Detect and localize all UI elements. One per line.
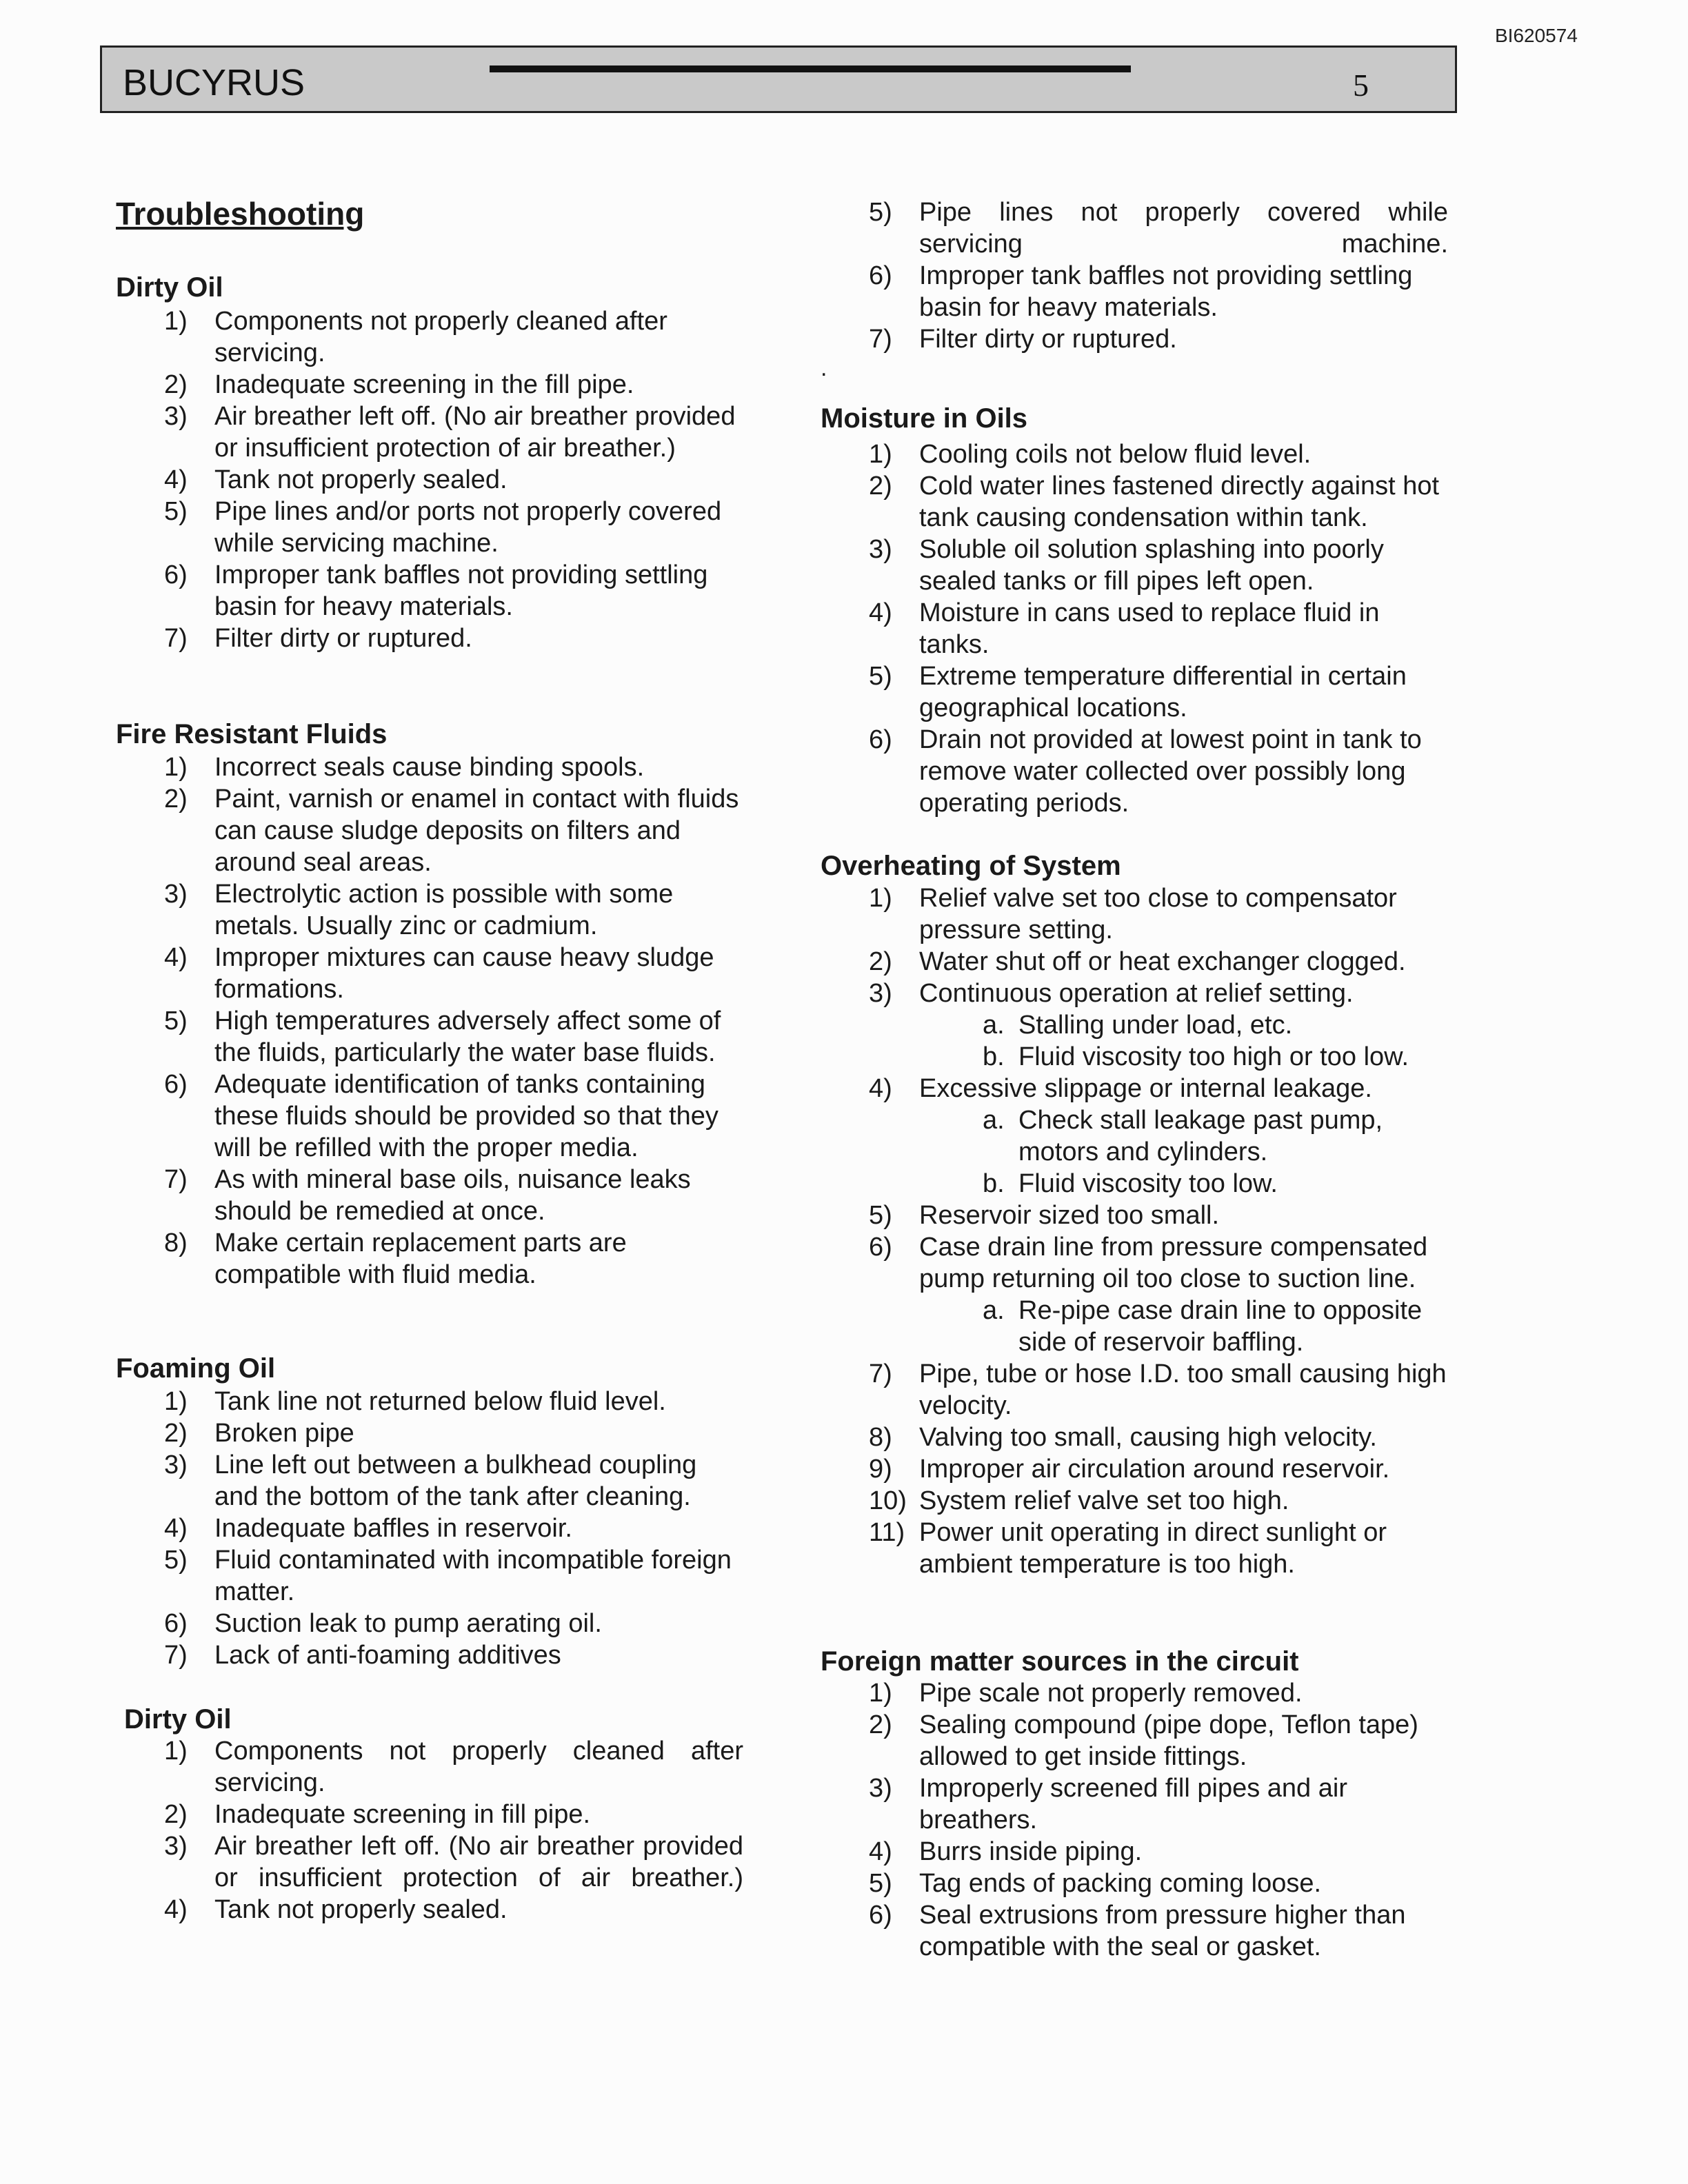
list-item <box>116 1417 743 1449</box>
sub-list-item <box>821 1295 1448 1358</box>
list-item <box>821 660 1448 724</box>
list-item-number: 2) <box>869 1710 892 1739</box>
section-heading-foaming-oil: Foaming Oil <box>116 1353 276 1384</box>
list-item <box>821 260 1448 323</box>
sub-list-item <box>821 1168 1448 1200</box>
list-item-number: 2) <box>869 472 892 501</box>
list-item-number: 6) <box>164 560 188 589</box>
list-item <box>116 623 743 654</box>
list-item-number: 4) <box>869 598 892 627</box>
list-item-number: 5) <box>164 1007 188 1035</box>
list-item <box>821 1200 1448 1231</box>
foreign-matter-list <box>821 1677 1448 1963</box>
sub-list-item <box>821 1104 1448 1168</box>
list-item <box>116 1069 743 1164</box>
list-item-number: 1) <box>164 753 188 782</box>
list-item-number: b. <box>983 1042 1005 1071</box>
list-item-text: Tank not properly sealed. <box>214 465 508 494</box>
list-item <box>821 1868 1448 1899</box>
list-item-number: 1) <box>164 307 188 336</box>
list-item-text: Tank line not returned below fluid level. <box>214 1387 666 1416</box>
list-item <box>821 1231 1448 1295</box>
list-item <box>821 323 1448 355</box>
list-item-text: Reservoir sized too small. <box>919 1201 1220 1230</box>
page-title: Troubleshooting <box>116 196 365 232</box>
list-item-text: Moisture in cans used to replace fluid in tanks. <box>919 598 1380 659</box>
brand-name: BUCYRUS <box>123 62 305 103</box>
list-item-text: Fluid viscosity too low. <box>1018 1169 1278 1198</box>
list-item <box>821 438 1448 470</box>
list-item-text: Inadequate baffles in reservoir. <box>214 1514 572 1543</box>
list-item-text: Broken pipe <box>214 1419 354 1448</box>
list-item <box>116 1386 743 1417</box>
dirty-oil-list <box>116 305 743 654</box>
list-item <box>116 1005 743 1069</box>
section-heading-foreign-matter: Foreign matter sources in the circuit <box>821 1646 1299 1677</box>
list-item <box>116 1735 743 1799</box>
list-item-number: b. <box>983 1169 1005 1198</box>
list-item-number: 2) <box>164 785 188 813</box>
list-item <box>116 1639 743 1671</box>
list-item <box>116 751 743 783</box>
page-header <box>100 46 1457 113</box>
list-item-text: High temperatures adversely affect some of the fluids, particularly the water base fluids. <box>214 1007 721 1067</box>
list-item-text: Line left out between a bulkhead coupling and the bottom of the tank after cleaning. <box>214 1450 697 1511</box>
list-item <box>116 942 743 1005</box>
list-item-number: 5) <box>869 1201 892 1230</box>
list-item-number: 6) <box>869 725 892 754</box>
list-item-number: 6) <box>164 1609 188 1638</box>
list-item-number: 4) <box>164 943 188 972</box>
list-item-text: Pipe, tube or hose I.D. too small causing high velocity. <box>919 1359 1447 1420</box>
section-heading-dirty-oil: Dirty Oil <box>116 272 223 303</box>
list-item-number: 8) <box>869 1423 892 1452</box>
section-heading-moisture: Moisture in Oils <box>821 403 1028 434</box>
list-item-number: 4) <box>164 465 188 494</box>
list-item <box>821 470 1448 534</box>
dirty-oil-2-list <box>116 1735 743 1925</box>
list-item-text: Tank not properly sealed. <box>214 1895 508 1924</box>
list-item <box>116 1227 743 1291</box>
list-item-number: 6) <box>164 1070 188 1099</box>
list-item <box>821 978 1448 1009</box>
list-item <box>821 1899 1448 1963</box>
list-item-text: Power unit operating in direct sunlight or ambient temperature is too high. <box>919 1518 1387 1579</box>
list-item-number: 10) <box>869 1486 907 1515</box>
list-item <box>821 1836 1448 1868</box>
list-item-text: Case drain line from pressure compensated pump returning oil too close to suction line. <box>919 1233 1428 1293</box>
list-item-text: Suction leak to pump aerating oil. <box>214 1609 602 1638</box>
list-item-number: 9) <box>869 1455 892 1484</box>
list-item <box>821 1453 1448 1485</box>
list-item-number: 1) <box>869 440 892 469</box>
list-item-number: 3) <box>164 1832 188 1861</box>
list-item-number: a. <box>983 1296 1005 1325</box>
header-rule <box>490 65 1131 72</box>
list-item-number: 3) <box>164 402 188 431</box>
list-item-text: Components not properly cleaned after servicing. <box>214 1737 743 1797</box>
list-item-text: Paint, varnish or enamel in contact with fluids can cause sludge deposits on filters and around seal areas. <box>214 785 739 877</box>
list-item-number: 1) <box>869 884 892 913</box>
page-number: 5 <box>1353 68 1369 103</box>
list-item-number: 5) <box>869 662 892 691</box>
list-item-text: Pipe lines and/or ports not properly covered while servicing machine. <box>214 497 722 558</box>
sub-list-item <box>821 1009 1448 1041</box>
list-item-text: Water shut off or heat exchanger clogged. <box>919 947 1406 976</box>
list-item-text: Continuous operation at relief setting. <box>919 979 1354 1008</box>
sub-list-item <box>821 1041 1448 1073</box>
list-item-text: Make certain replacement parts are compatible with fluid media. <box>214 1228 627 1289</box>
list-item-number: 3) <box>869 979 892 1008</box>
list-item-text: Improperly screened fill pipes and air breathers. <box>919 1774 1347 1834</box>
list-item-text: Valving too small, causing high velocity. <box>919 1423 1377 1452</box>
list-item-text: Cold water lines fastened directly against hot tank causing condensation within tank. <box>919 472 1440 532</box>
section-heading-dirty-oil-2: Dirty Oil <box>124 1704 232 1735</box>
document-id: BI620574 <box>1495 25 1578 46</box>
list-item-text: Burrs inside piping. <box>919 1837 1143 1866</box>
list-item-number: 6) <box>869 1233 892 1262</box>
list-item-number: 2) <box>164 1419 188 1448</box>
continued-list <box>821 196 1448 355</box>
list-item-text: Fluid contaminated with incompatible foreign matter. <box>214 1546 732 1606</box>
list-item <box>116 496 743 559</box>
list-item-text: Improper air circulation around reservoir. <box>919 1455 1390 1484</box>
list-item-text: Excessive slippage or internal leakage. <box>919 1074 1372 1103</box>
list-item <box>116 1830 743 1894</box>
section-heading-overheating: Overheating of System <box>821 851 1121 881</box>
list-item-text: Filter dirty or ruptured. <box>919 325 1177 354</box>
stray-mark: . <box>821 355 827 381</box>
list-item <box>821 1772 1448 1836</box>
list-item-text: Cooling coils not below fluid level. <box>919 440 1312 469</box>
list-item-number: 5) <box>164 1546 188 1575</box>
moisture-list <box>821 438 1448 819</box>
list-item-text: Relief valve set too close to compensator pressure setting. <box>919 884 1397 944</box>
list-item-number: 2) <box>164 1800 188 1829</box>
list-item-text: Pipe scale not properly removed. <box>919 1679 1303 1708</box>
list-item-text: Electrolytic action is possible with some metals. Usually zinc or cadmium. <box>214 880 674 940</box>
list-item-number: 7) <box>164 1641 188 1670</box>
list-item-number: 2) <box>164 370 188 399</box>
list-item <box>116 369 743 401</box>
list-item-number: 1) <box>164 1737 188 1766</box>
list-item-number: 4) <box>869 1074 892 1103</box>
list-item-text: Air breather left off. (No air breather provided or insufficient protection of air breather.) <box>214 1832 743 1892</box>
list-item <box>821 196 1448 260</box>
list-item-number: a. <box>983 1106 1005 1135</box>
list-item-text: Re-pipe case drain line to opposite side of reservoir baffling. <box>1018 1296 1423 1357</box>
list-item-text: Drain not provided at lowest point in tank to remove water collected over possibly long operating periods. <box>919 725 1422 818</box>
list-item-text: Improper tank baffles not providing settling basin for heavy materials. <box>214 560 708 621</box>
list-item <box>116 878 743 942</box>
list-item <box>116 1894 743 1925</box>
list-item-number: 5) <box>164 497 188 526</box>
list-item-number: 6) <box>869 261 892 290</box>
list-item-number: 6) <box>869 1901 892 1930</box>
list-item <box>821 597 1448 660</box>
list-item-text: Lack of anti-foaming additives <box>214 1641 561 1670</box>
list-item <box>821 1517 1448 1580</box>
list-item-text: Check stall leakage past pump, motors and cylinders. <box>1018 1106 1383 1166</box>
list-item-number: 3) <box>869 1774 892 1803</box>
list-item <box>116 1608 743 1639</box>
list-item-text: Components not properly cleaned after servicing. <box>214 307 667 367</box>
list-item-text: Air breather left off. (No air breather provided or insufficient protection of air breather.) <box>214 402 736 463</box>
list-item <box>821 946 1448 978</box>
list-item-text: Stalling under load, etc. <box>1018 1011 1293 1040</box>
list-item <box>821 534 1448 597</box>
list-item-number: 4) <box>164 1514 188 1543</box>
list-item-text: Seal extrusions from pressure higher than compatible with the seal or gasket. <box>919 1901 1406 1961</box>
list-item-number: 7) <box>164 624 188 653</box>
list-item-text: Improper tank baffles not providing settling basin for heavy materials. <box>919 261 1413 322</box>
list-item-text: Tag ends of packing coming loose. <box>919 1869 1322 1898</box>
list-item <box>821 1485 1448 1517</box>
list-item-text: Inadequate screening in the fill pipe. <box>214 370 634 399</box>
list-item-number: 5) <box>869 1869 892 1898</box>
list-item <box>821 1422 1448 1453</box>
list-item-number: 7) <box>869 1359 892 1388</box>
section-heading-fire-resistant: Fire Resistant Fluids <box>116 719 388 749</box>
list-item-text: Filter dirty or ruptured. <box>214 624 472 653</box>
foaming-oil-list <box>116 1386 743 1671</box>
list-item-number: 5) <box>869 198 892 227</box>
list-item-number: 3) <box>164 880 188 909</box>
list-item <box>821 882 1448 946</box>
list-item <box>821 724 1448 819</box>
list-item <box>821 1358 1448 1422</box>
list-item-number: 7) <box>164 1165 188 1194</box>
list-item <box>116 1544 743 1608</box>
list-item-text: Fluid viscosity too high or too low. <box>1018 1042 1409 1071</box>
list-item-number: 3) <box>869 535 892 564</box>
list-item-text: Adequate identification of tanks containing these fluids should be provided so that they will be refilled with the proper media. <box>214 1070 719 1162</box>
list-item-number: 1) <box>164 1387 188 1416</box>
list-item-number: 3) <box>164 1450 188 1479</box>
list-item-number: 4) <box>869 1837 892 1866</box>
list-item-number: a. <box>983 1011 1005 1040</box>
list-item-text: Soluble oil solution splashing into poorly sealed tanks or fill pipes left open. <box>919 535 1384 596</box>
list-item-text: Extreme temperature differential in certain geographical locations. <box>919 662 1407 722</box>
list-item <box>821 1073 1448 1104</box>
list-item-number: 11) <box>869 1518 905 1547</box>
list-item-number: 1) <box>869 1679 892 1708</box>
list-item-text: Sealing compound (pipe dope, Teflon tape) allowed to get inside fittings. <box>919 1710 1418 1771</box>
fire-resistant-list <box>116 751 743 1291</box>
list-item <box>116 305 743 369</box>
list-item <box>821 1709 1448 1772</box>
list-item-text: Inadequate screening in fill pipe. <box>214 1800 591 1829</box>
list-item <box>116 1513 743 1544</box>
list-item-text: As with mineral base oils, nuisance leaks should be remedied at once. <box>214 1165 691 1226</box>
list-item-text: System relief valve set too high. <box>919 1486 1289 1515</box>
list-item <box>116 1449 743 1513</box>
list-item-text: Improper mixtures can cause heavy sludge formations. <box>214 943 714 1004</box>
list-item <box>116 401 743 464</box>
list-item-text: Pipe lines not properly covered while servicing machine. <box>919 198 1448 259</box>
list-item <box>116 1164 743 1227</box>
list-item <box>821 1677 1448 1709</box>
overheating-list <box>821 882 1448 1580</box>
list-item-number: 8) <box>164 1228 188 1257</box>
list-item <box>116 559 743 623</box>
list-item <box>116 783 743 878</box>
list-item <box>116 1799 743 1830</box>
list-item-text: Incorrect seals cause binding spools. <box>214 753 645 782</box>
list-item-number: 4) <box>164 1895 188 1924</box>
list-item <box>116 464 743 496</box>
list-item-number: 7) <box>869 325 892 354</box>
list-item-number: 2) <box>869 947 892 976</box>
